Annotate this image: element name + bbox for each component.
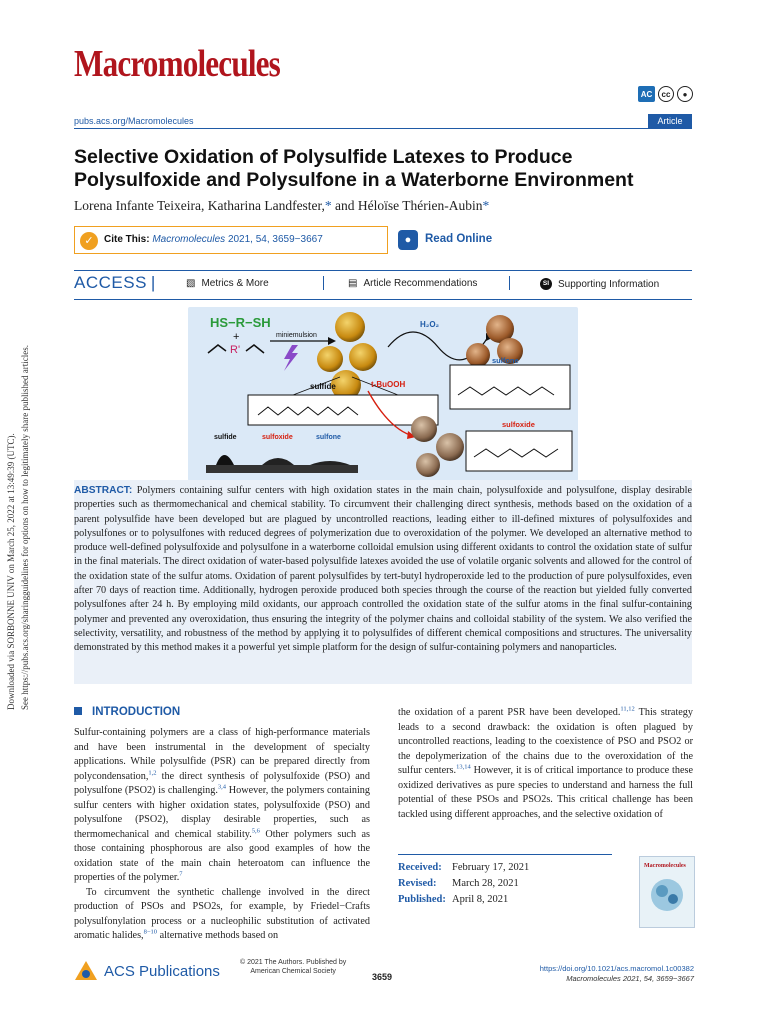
abstract-lead: ABSTRACT: [74,485,133,496]
intro-text: Sulfur-containing polymers are a class of high-performance materials and have been instrumental in the development of specialty applications. While polysulfide (PSR) can be prepared directly from polycondensation, [74,727,370,782]
recommendations-link[interactable] [348,278,477,289]
cite-journal: Macromolecules [152,234,226,245]
download-note-line: Downloaded via SORBONNE UNIV on March 25, 2022 at 13:49:39 (UTC). [6,433,16,710]
particle-polysulfoxide [436,433,464,461]
doi-link[interactable]: https://doi.org/10.1021/acs.macromol.1c00382 [539,964,694,973]
intro-text: alternative methods based on [157,930,279,941]
date-value: April 8, 2021 [452,894,509,905]
corresponding-star: * [324,198,332,213]
supporting-info-label: Supporting Information [558,278,660,290]
figure-monomer-diene: R' [230,344,241,356]
cite-reference: 2021, 54, 3659−3667 [227,234,323,245]
bar-divider [323,276,324,290]
date-label: Published: [398,894,446,905]
particle-polysulfide [317,346,343,372]
globe-icon: ● [398,230,418,250]
si-icon: SI [540,278,552,290]
copyright-notice [240,958,346,976]
particle-polysulfide [335,312,365,342]
journal-url[interactable]: pubs.acs.org/Macromolecules [74,116,194,126]
supporting-info-link[interactable] [540,278,659,290]
particle-polysulfoxide [411,416,437,442]
dates-rule [398,854,612,855]
figure-miniemulsion-label: miniemulsion [276,332,317,339]
date-label: Received: [398,862,442,873]
metrics-label: Metrics & More [201,278,269,289]
corresponding-star: * [482,198,490,213]
particle-polysulfide [349,343,377,371]
figure-h2o2-label: H₂O₂ [420,320,440,329]
document-list-icon: ▤ [348,278,358,289]
figure-tbuooh-label: t-BuOOH [371,380,406,389]
date-label: Revised: [398,878,437,889]
particle-polysulfone [466,343,490,367]
abstract [74,484,692,656]
figure-sulfide-box [248,395,438,425]
date-value: March 28, 2021 [452,878,519,889]
intro-text: the oxidation of a parent PSR have been developed. [398,707,621,718]
acs-publications-logo[interactable] [74,960,220,982]
recommendations-label: Article Recommendations [363,278,478,289]
intro-paragraph [398,706,693,822]
access-label: ACCESS | [74,273,156,292]
figure-substrate [206,465,358,473]
metrics-link[interactable] [186,278,269,289]
intro-paragraph [74,726,370,886]
drop-label-sulfoxide: sulfoxide [262,434,293,441]
journal-cover-thumbnail[interactable] [639,856,695,928]
intro-paragraph [74,886,370,944]
intro-left-column [74,726,370,944]
date-row-received [398,860,529,876]
figure-sulfide-label: sulfide [310,382,336,391]
intro-text: However, it is of critical importance to produce these oxidized derivatives as pure species to understand and harness the full potential of these PSOs and PSO2s. This critical challenge has been tackled using different approaches, and the selective oxidation of [398,765,693,820]
publication-dates [398,860,529,908]
abstract-text: Polymers containing sulfur centers with high oxidation states in the main chain, polysulfoxide and polysulfone, display desirable properties such as thermomechanical and chemical stability. To circumvent their challenging direct synthesis, methods based on the oxidation of a parent polysulfide have been developed but are plagued by uncontrolled reactions, leading either to ill-defined mixtures of polysulfoxides and polysulfones or to polysulfones with reduced degrees of polymerization due to overoxidation of the polymer. We developed an alternative method to produce well-defined polysulfoxide and polysulfone in a waterborne colloidal emulsion using different oxidants to control the oxidation state of sulfur in the final materials. The direct oxidation of water-based polysulfide latexes avoided the use of volatile organic solvents and allowed for the control of the oxidation state of the sulfur atoms. Oxidation of parent polysulfides by tert-butyl hydroperoxide led to the production of pure polysulfoxides, even after 70 days of reaction time. Additionally, hydrogen peroxide produced both species through the course of the reaction but yielded fully converted polysulfones after 24 h. By employing mild oxidants, our approach controlled the oxidation state of the sulfur atoms in the final sulfur-containing polymer and prevented any overoxidation, thus ensuring the integrity of the polymer chains and colloidal stability of the system. We also verified the selectivity, versatility, and robustness of the method by applying it to polysulfides of different chemical compositions and structures. The universality demonstrated by this method makes it a powerful yet simple platform for the design of sulfur-containing polymers and nanoparticles. [74,485,693,654]
sharing-guidelines-line[interactable]: See https://pubs.acs.org/sharingguidelines for options on how to legitimately share published articles. [20,344,30,710]
figure-sulfone-box [450,365,570,409]
copyright-line: © 2021 The Authors. Published by [240,959,347,966]
intro-text: the direct synthesis of polysulfoxide (PSO) and polysulfone (PSO2) is challenging. [74,770,370,796]
intro-right-column [398,706,693,822]
figure-sulfone-label: sulfone [492,356,519,365]
header-rule [74,128,692,129]
citation-line: Macromolecules 2021, 54, 3659−3667 [566,974,694,983]
author-name[interactable]: Katharina Landfester [207,198,322,213]
check-circle-icon: ✓ [80,232,98,250]
doi-block [500,964,694,984]
date-row-revised [398,876,529,892]
drop-label-sulfide: sulfide [214,434,237,441]
reference-link[interactable]: 8−10 [143,928,158,936]
by-icon[interactable]: ● [677,86,693,102]
author-name[interactable]: Lorena Infante Teixeira [74,198,201,213]
intro-text: To circumvent the synthetic challenge involved in the direct production of PSOs and PSO2s, for example, by Friedel−Crafts polysulfonylation process or a nucleophilic substitution of activated aromatic halides, [74,886,370,941]
bar-chart-icon: ▧ [186,278,196,289]
cover-title: Macromolecules [644,863,686,869]
cc-icon[interactable]: cc [658,86,674,102]
particle-polysulfoxide [416,453,440,477]
reference-link[interactable]: 7 [179,870,183,878]
drop-label-sulfone: sulfone [316,434,341,441]
copyright-line: American Chemical Society [250,968,336,975]
reference-link[interactable]: 13,14 [456,763,471,771]
date-value: February 17, 2021 [452,862,530,873]
download-side-note [4,310,40,710]
license-badges [638,86,693,102]
author-list: Lorena Infante Teixeira, Katharina Landfester,* and Héloïse Thérien-Aubin* [74,198,490,213]
bar-divider [509,276,510,290]
date-row-published [398,892,529,908]
article-type-badge: Article [648,114,692,128]
figure-plus: + [233,331,240,343]
figure-sulfoxide-label: sulfoxide [502,420,535,429]
reference-link[interactable]: 11,12 [620,705,635,713]
cite-text[interactable] [104,234,323,245]
intro-text: Other polymers such as those containing phosphorous are also good examples of how the oxidation state of the main chain heteroatom can influence the properties of the polymer. [74,828,370,883]
acs-logo-icon [74,960,98,982]
page-number: 3659 [372,972,393,982]
intro-text: This strategy leads to a second drawback: the oxidation is often plagued by uncontrolled reactions, leading to the coexistence of PSO and PSO2 or the depolymerization of the chains due to the overoxidation of the sulfur centers. [398,707,693,776]
introduction-heading-text: INTRODUCTION [92,706,181,718]
ac-open-access-icon[interactable]: AC [638,86,655,102]
publisher-name: ACS Publications [104,962,220,980]
cite-label: Cite This: [104,234,150,245]
author-name[interactable]: Héloïse Thérien-Aubin [357,198,483,213]
paper-title: Selective Oxidation of Polysulfide Latexes to Produce Polysulfoxide and Polysulfone in a Waterborne Environment [74,146,634,191]
reference-link[interactable]: 3,4 [217,783,227,791]
read-online-label[interactable]: Read Online [425,233,493,245]
reference-link[interactable]: 1,2 [148,769,157,777]
access-text: ACCESS [74,273,147,292]
introduction-heading [74,706,180,718]
figure-sulfoxide-box [466,431,572,471]
intro-text: However, the polymers containing sulfur centers with higher oxidation states, polysulfoxide (PSO) and polysulfone (PSO2), display desirable properties, such as thermomechanical and chemical stability. [74,785,370,840]
reference-link[interactable]: 5,6 [251,827,260,835]
figure-monomer-thiol: HS−R−SH [210,315,271,330]
toc-graphic [188,307,578,481]
journal-title[interactable]: Macromolecules [74,43,280,85]
